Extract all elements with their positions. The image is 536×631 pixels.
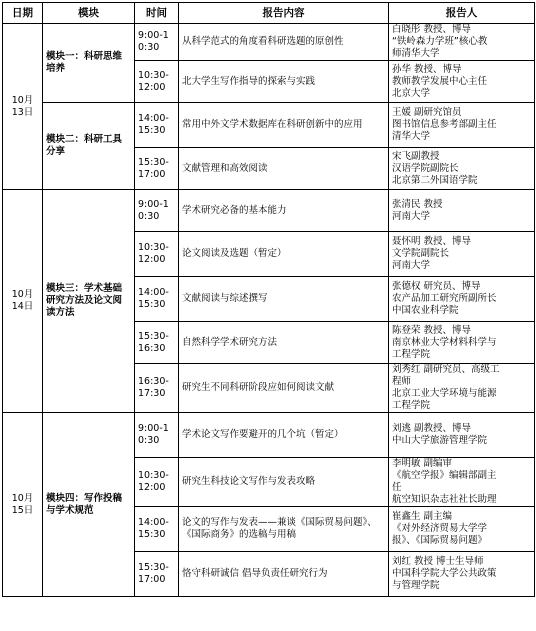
speaker-cell: 李明敏 副编审 《航空学报》编辑部副主 任 航空知识杂志社社长助理 [389, 458, 535, 507]
table-row [3, 24, 535, 61]
header-date: 日期 [3, 3, 43, 24]
time-cell: 10:30- 12:00 [135, 61, 179, 103]
header-speaker: 报告人 [389, 3, 535, 24]
schedule-table [2, 2, 535, 597]
module-cell: 模块一：科研思维培养 [43, 24, 135, 103]
module-cell: 模块二：科研工具分享 [43, 103, 135, 190]
time-cell: 10:30- 12:00 [135, 232, 179, 277]
topic-cell: 北大学生写作指导的探索与实践 [179, 61, 389, 103]
table-row [3, 190, 535, 232]
time-cell: 15:30- 16:30 [135, 322, 179, 364]
topic-cell: 论文的写作与发表——兼谈《国际贸易问题》、《国际商务》的选稿与用稿 [179, 507, 389, 552]
topic-cell: 常用中外文学术数据库在科研创新中的应用 [179, 103, 389, 148]
time-cell: 15:30- 17:00 [135, 148, 179, 190]
header-content: 报告内容 [179, 3, 389, 24]
module-cell: 模块四：写作投稿与学术规范 [43, 413, 135, 597]
topic-cell: 从科学范式的角度看科研选题的原创性 [179, 24, 389, 61]
topic-cell: 学术研究必备的基本能力 [179, 190, 389, 232]
speaker-cell: 刘秀红 副研究员、高级工 程师 北京工业大学环境与能源 工程学院 [389, 364, 535, 413]
speaker-cell: 刘逃 副教授、博导 中山大学旅游管理学院 [389, 413, 535, 458]
date-cell: 10月13日 [3, 24, 43, 190]
time-cell: 16:30- 17:30 [135, 364, 179, 413]
header-time: 时间 [135, 3, 179, 24]
speaker-cell: 聂怀明 教授、博导 文学院副院长 河南大学 [389, 232, 535, 277]
time-cell: 10:30- 12:00 [135, 458, 179, 507]
date-cell: 10月14日 [3, 190, 43, 413]
time-cell: 9:00-1 0:30 [135, 24, 179, 61]
topic-cell: 恪守科研诚信 倡导负责任研究行为 [179, 552, 389, 597]
header-row [3, 3, 535, 24]
topic-cell: 学术论文写作要避开的几个坑（暂定） [179, 413, 389, 458]
topic-cell: 研究生不同科研阶段应如何阅读文献 [179, 364, 389, 413]
time-cell: 14:00- 15:30 [135, 277, 179, 322]
topic-cell: 自然科学学术研究方法 [179, 322, 389, 364]
header-module: 模块 [43, 3, 135, 24]
table-row [3, 103, 535, 148]
speaker-cell: 张德权 研究员、博导 农产品加工研究所副所长 中国农业科学院 [389, 277, 535, 322]
table-row [3, 413, 535, 458]
speaker-cell: 孙华 教授、博导 教师教学发展中心主任 北京大学 [389, 61, 535, 103]
topic-cell: 文献管理和高效阅读 [179, 148, 389, 190]
date-cell: 10月15日 [3, 413, 43, 597]
module-cell: 模块三：学术基础研究方法及论文阅读方法 [43, 190, 135, 413]
topic-cell: 文献阅读与综述撰写 [179, 277, 389, 322]
speaker-cell: 陈登荣 教授、博导 南京林业大学材料科学与 工程学院 [389, 322, 535, 364]
time-cell: 9:00-1 0:30 [135, 190, 179, 232]
time-cell: 14:00- 15:30 [135, 103, 179, 148]
speaker-cell: 张清民 教授 河南大学 [389, 190, 535, 232]
speaker-cell: 王媛 副研究馆员 图书馆信息参考部副主任 清华大学 [389, 103, 535, 148]
time-cell: 14:00- 15:30 [135, 507, 179, 552]
time-cell: 15:30- 17:00 [135, 552, 179, 597]
topic-cell: 论文阅读及选题（暂定） [179, 232, 389, 277]
speaker-cell: 刘红 教授 博士生导师 中国科学院大学公共政策 与管理学院 [389, 552, 535, 597]
time-cell: 9:00-1 0:30 [135, 413, 179, 458]
speaker-cell: 崔鑫生 副主编 《对外经济贸易大学学 报》、《国际贸易问题》 [389, 507, 535, 552]
topic-cell: 研究生科技论文写作与发表攻略 [179, 458, 389, 507]
speaker-cell: 白晓彤 教授、博导 “铁岭森力学班”核心教 师清华大学 [389, 24, 535, 61]
speaker-cell: 宋飞副教授 汉语学院副院长 北京第二外国语学院 [389, 148, 535, 190]
